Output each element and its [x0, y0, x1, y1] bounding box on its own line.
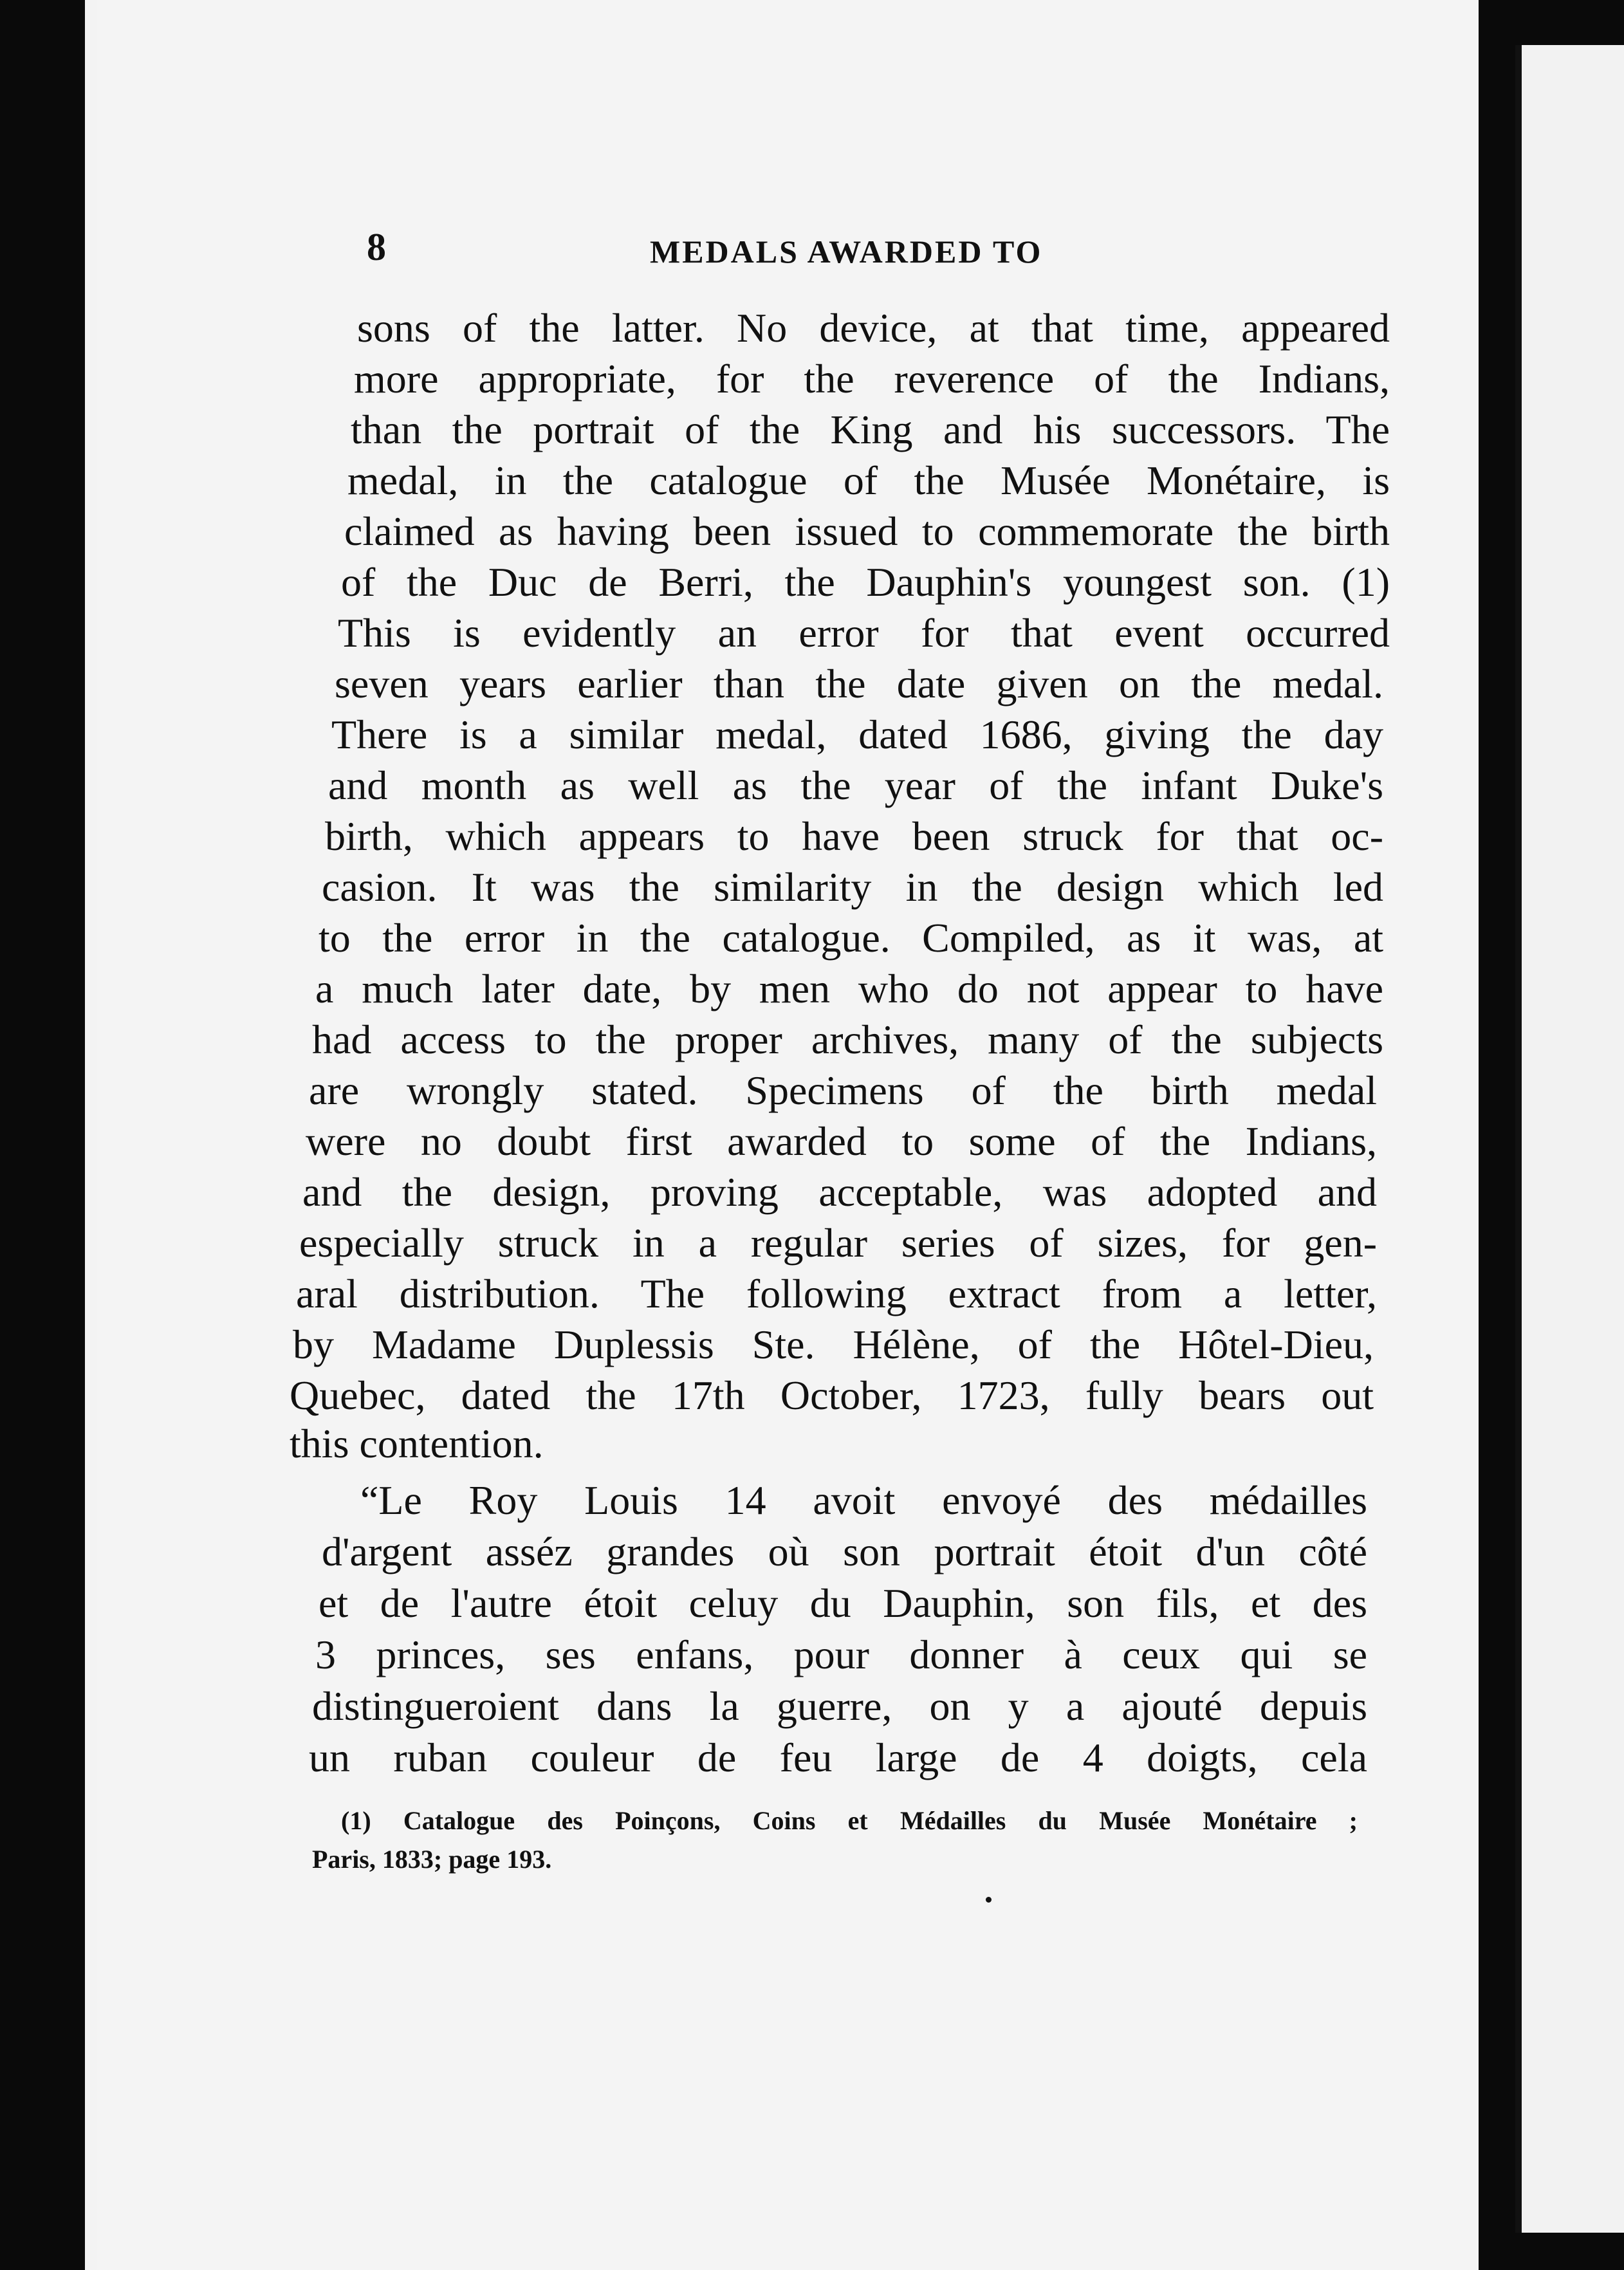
text-line: this contention.: [290, 1421, 544, 1466]
text-line: sons of the latter. No device, at that time, appeared: [357, 305, 1390, 351]
text-line: et de l'autre étoit celuy du Dauphin, son fils, et des: [318, 1580, 1367, 1626]
text-line: “Le Roy Louis 14 avoit envoyé des médailles: [360, 1477, 1367, 1523]
text-line: of the Duc de Berri, the Dauphin's youngest son. (1): [341, 559, 1390, 605]
text-line: and month as well as the year of the infant Duke's: [328, 762, 1383, 808]
text-line: d'argent asséz grandes où son portrait étoit d'un côté: [322, 1529, 1367, 1574]
text-line: medal, in the catalogue of the Musée Monétaire, is: [347, 457, 1390, 503]
text-line: birth, which appears to have been struck for that oc-: [325, 813, 1383, 859]
text-line: were no doubt first awarded to some of the Indians,: [306, 1118, 1377, 1164]
text-line: are wrongly stated. Specimens of the birth medal: [309, 1067, 1377, 1113]
page-number: 8: [367, 226, 386, 268]
text-line: Quebec, dated the 17th October, 1723, fully bears out: [290, 1372, 1374, 1418]
text-line: There is a similar medal, dated 1686, giving the day: [331, 712, 1383, 757]
ink-speck: [986, 1897, 992, 1903]
footnote-line: (1) Catalogue des Poinçons, Coins et Médailles du Musée Monétaire ;: [341, 1806, 1358, 1835]
text-line: by Madame Duplessis Ste. Hélène, of the Hôtel-Dieu,: [293, 1322, 1374, 1367]
text-line: claimed as having been issued to commemorate the birth: [344, 508, 1390, 554]
page-gutter-line: [1515, 45, 1522, 2233]
text-line: This is evidently an error for that event occurred: [338, 610, 1390, 656]
book-page: [97, 0, 1479, 2270]
adjacent-page-edge: [1515, 45, 1624, 2233]
footnote-line: Paris, 1833; page 193.: [312, 1845, 552, 1874]
text-line: casion. It was the similarity in the design which led: [322, 864, 1383, 910]
text-line: a much later date, by men who do not appear to have: [315, 966, 1383, 1011]
text-line: seven years earlier than the date given on the medal.: [335, 661, 1383, 706]
text-line: aral distribution. The following extract from a letter,: [296, 1271, 1377, 1316]
text-line: 3 princes, ses enfans, pour donner à ceux qui se: [315, 1632, 1367, 1677]
text-line: distingueroient dans la guerre, on y a ajouté depuis: [312, 1683, 1367, 1729]
text-line: un ruban couleur de feu large de 4 doigts, cela: [309, 1735, 1367, 1780]
text-line: had access to the proper archives, many of the subjects: [312, 1017, 1383, 1062]
text-line: to the error in the catalogue. Compiled, as it was, at: [318, 915, 1383, 961]
text-line: more appropriate, for the reverence of the Indians,: [354, 356, 1390, 401]
text-line: than the portrait of the King and his successors. The: [351, 407, 1390, 452]
text-line: and the design, proving acceptable, was adopted and: [302, 1169, 1377, 1215]
running-head: MEDALS AWARDED TO: [650, 234, 1043, 270]
text-line: especially struck in a regular series of sizes, for gen-: [299, 1220, 1377, 1266]
